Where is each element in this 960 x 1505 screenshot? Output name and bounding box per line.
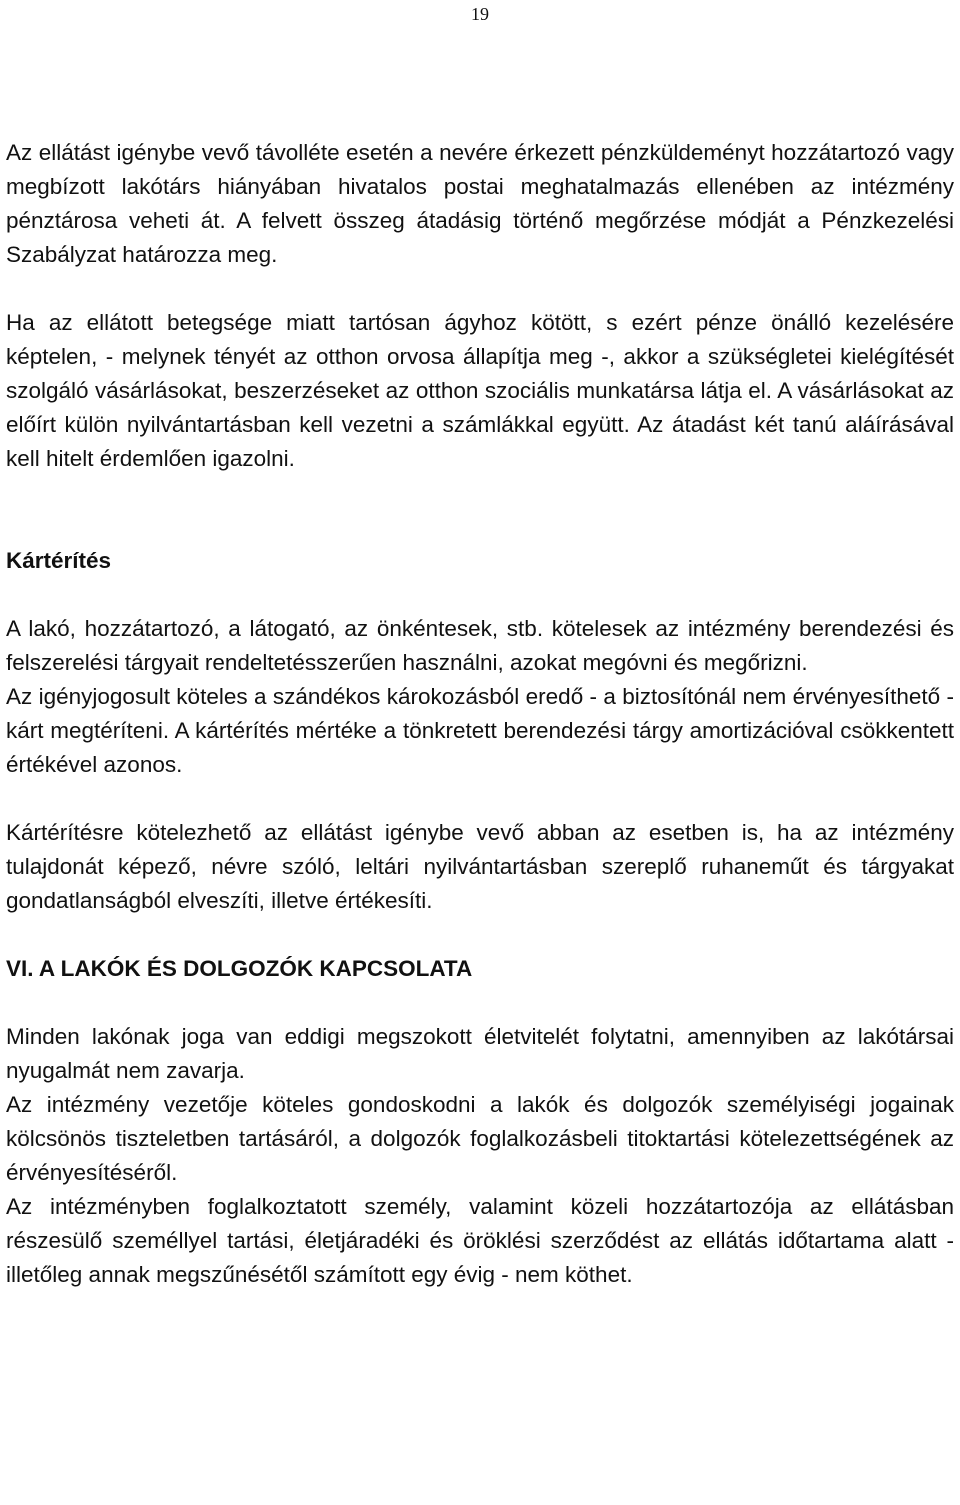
paragraph-lifestyle-right: Minden lakónak joga van eddigi megszokott életvitelét folytatni, amennyiben az lakótársai nyugalmát nem zavarja.: [6, 1024, 954, 1083]
paragraph-bedridden-purchases: Ha az ellátott betegsége miatt tartósan ágyhoz kötött, s ezért pénze önálló kezelésére képtelen, - melynek tényét az otthon orvosa állapítja meg -, akkor a szükségletei kielégítését szolgáló vásárlásokat, beszerzéseket az otthon szociális munkatársa látja el. A vásárlásokat az előírt külön nyilvántartásban kell vezetni a számlákkal együtt. Az átadást két tanú aláírásával kell hitelt érdemlően igazolni.: [6, 310, 954, 471]
section-heading-residents-staff: VI. A LAKÓK ÉS DOLGOZÓK KAPCSOLATA: [6, 956, 473, 981]
section-heading-damages: Kártérítés: [6, 548, 112, 573]
document-body: [6, 136, 954, 1292]
paragraph-personal-rights: Az intézmény vezetője köteles gondoskodni a lakók és dolgozók személyiségi jogainak kölcsönös tiszteletben tartásáról, a dolgozók foglalkozásbeli titoktartási kötelezettségének az érvényesítéséről.: [6, 1092, 954, 1185]
paragraph-money-receipt: Az ellátást igénybe vevő távolléte esetén a nevére érkezett pénzküldeményt hozzátartozó vagy megbízott lakótárs hiányában hivatalos postai meghatalmazás ellenében az intézmény pénztárosa veheti át. A felvett összeg átadásig történő megőrzése módját a Pénzkezelési Szabályzat határozza meg.: [6, 140, 954, 267]
paragraph-contract-restriction: Az intézményben foglalkoztatott személy, valamint közeli hozzátartozója az ellátásban részesülő személlyel tartási, életjáradéki és öröklési szerződést az ellátás időtartama alatt - illetőleg annak megszűnésétől számított egy évig - nem köthet.: [6, 1194, 954, 1287]
paragraph-compensation-duty: Az igényjogosult köteles a szándékos károkozásból eredő - a biztosítónál nem érvényesíthető - kárt megtéríteni. A kártérítés mértéke a tönkretett berendezési tárgy amortizációval csökkentett értékével azonos.: [6, 684, 954, 777]
spacer: [6, 476, 954, 510]
spacer: [6, 782, 954, 816]
spacer: [6, 510, 954, 544]
spacer: [6, 918, 954, 952]
paragraph-compensation-loss: Kártérítésre kötelezhető az ellátást igénybe vevő abban az esetben is, ha az intézmény tulajdonát képező, névre szóló, leltári nyilvántartásban szereplő ruhaneműt és tárgyakat gondatlanságból elveszíti, illetve értékesíti.: [6, 820, 954, 913]
spacer: [6, 272, 954, 306]
paragraph-use-of-equipment: A lakó, hozzátartozó, a látogató, az önkéntesek, stb. kötelesek az intézmény berendezési és felszerelési tárgyait rendeltetésszerűen használni, azokat megóvni és megőrizni.: [6, 616, 954, 675]
spacer: [6, 578, 954, 612]
page-number: 19: [471, 4, 489, 24]
spacer: [6, 986, 954, 1020]
